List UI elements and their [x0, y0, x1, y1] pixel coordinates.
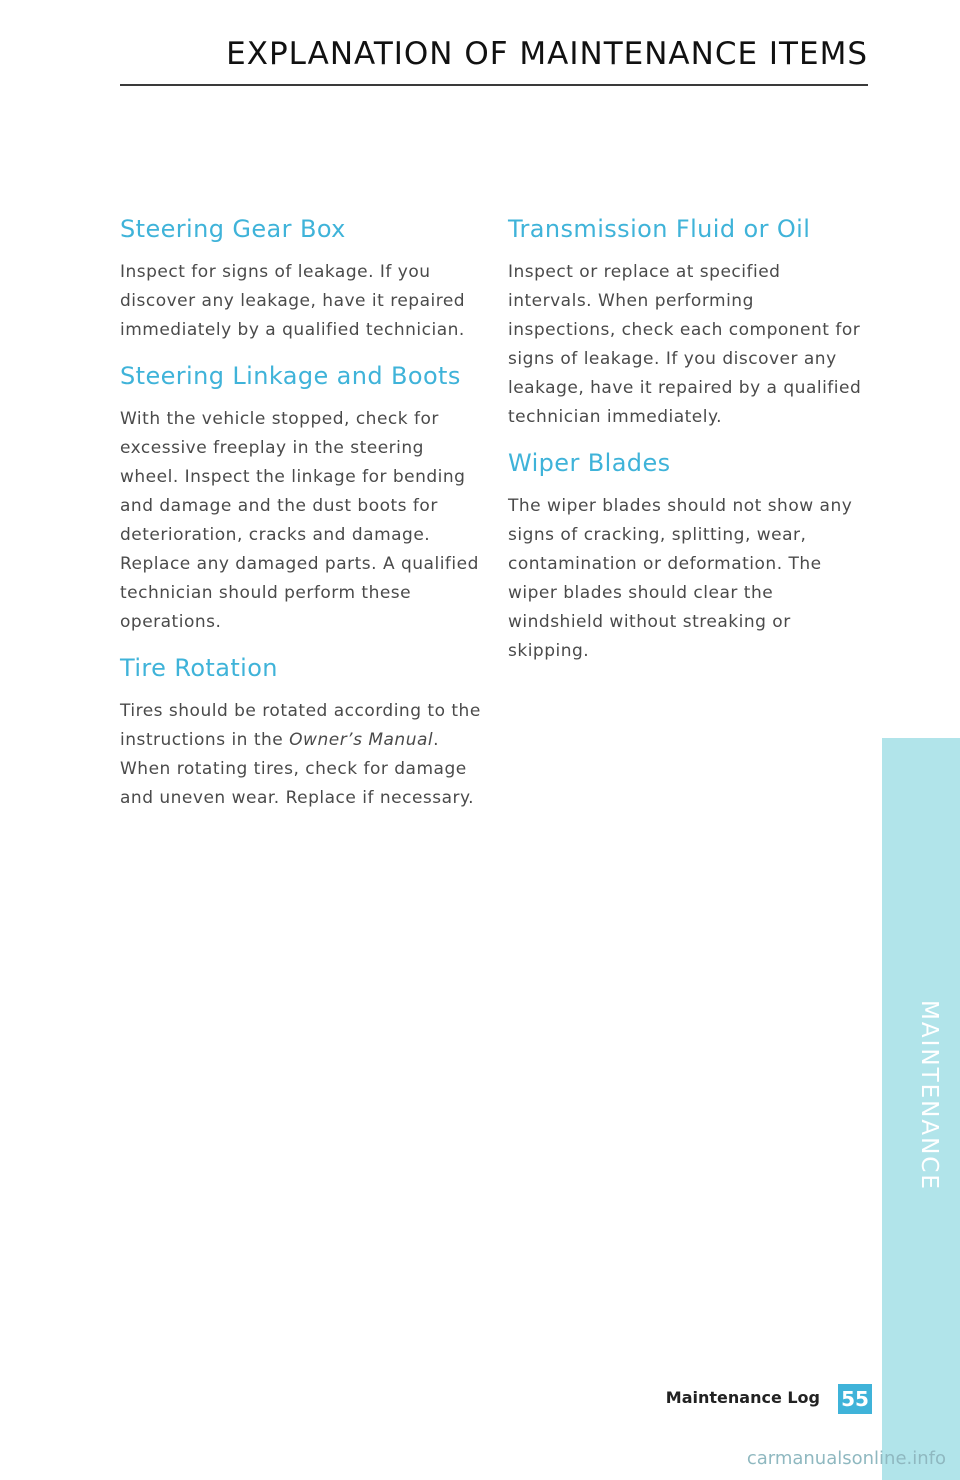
owners-manual-reference: Owner’s Manual: [289, 730, 434, 750]
tire-rotation-text-end: . When rotating tires, check for damage and uneven wear. Replace if necessary.: [120, 730, 475, 808]
right-column: [508, 212, 864, 680]
page-number-badge: 55: [838, 1384, 872, 1414]
tire-rotation-text: [120, 697, 482, 813]
page-title: EXPLANATION OF MAINTENANCE ITEMS: [226, 36, 868, 72]
footer-section-label: Maintenance Log: [665, 1388, 820, 1407]
tire-rotation-heading: Tire Rotation: [120, 654, 278, 682]
transmission-fluid-text: Inspect or replace at specified intervals. When performing inspections, check each component for signs of leakage. If you discover any leakage, have it repaired by a qualified technician immediately.: [508, 262, 862, 427]
steering-linkage-text: With the vehicle stopped, check for excessive freeplay in the steering wheel. Inspect the linkage for bending and damage and the dust boots for deterioration, cracks and damage. Replace any damaged parts. A qualified technician should perform these operations.: [120, 409, 479, 632]
steering-gear-box-text: Inspect for signs of leakage. If you discover any leakage, have it repaired immediately by a qualified technician.: [120, 262, 466, 340]
left-column: [120, 212, 482, 827]
steering-linkage-heading: Steering Linkage and Boots: [120, 362, 461, 390]
wiper-blades-heading: Wiper Blades: [508, 449, 671, 477]
watermark-text: carmanualsonline.info: [746, 1448, 946, 1469]
side-tab-label: MAINTENANCE: [916, 1000, 942, 1191]
tire-rotation-text-start: Tires should be rotated according to the instructions in the: [120, 701, 481, 750]
wiper-blades-text: The wiper blades should not show any signs of cracking, splitting, wear, contamination or deformation. The wiper blades should clear the windshield without streaking or skipping.: [508, 496, 853, 661]
header-divider: [120, 84, 868, 86]
maintenance-side-tab: [882, 738, 960, 1480]
transmission-fluid-heading: Transmission Fluid or Oil: [508, 215, 811, 243]
steering-gear-box-heading: Steering Gear Box: [120, 215, 346, 243]
